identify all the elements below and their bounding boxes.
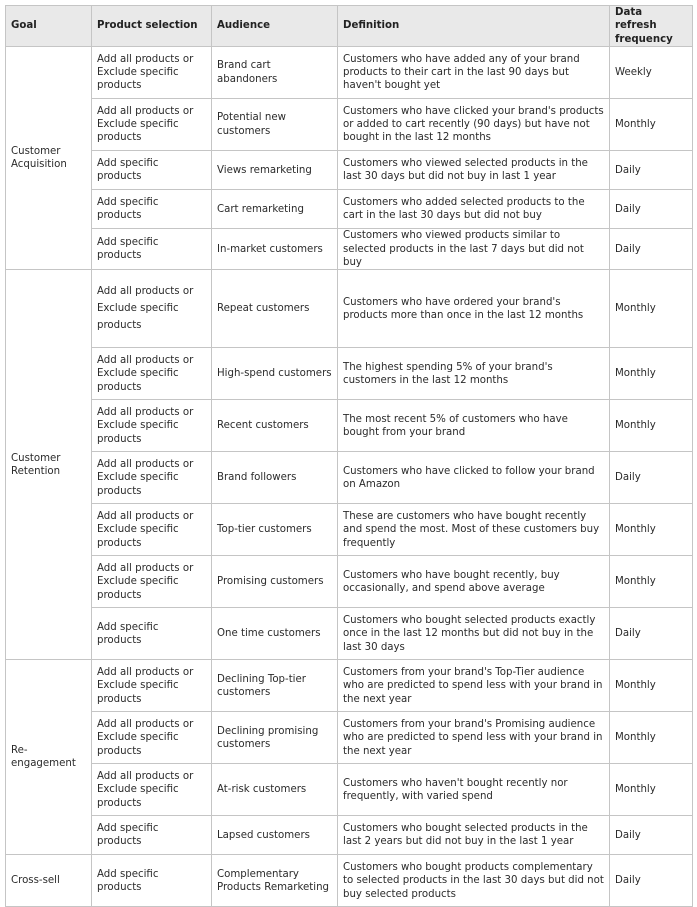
refresh-frequency-cell: Daily	[610, 855, 693, 907]
audience-cell: Promising customers	[212, 556, 338, 608]
refresh-frequency-cell: Daily	[610, 608, 693, 660]
product-selection-cell: Add all products or Exclude specific products	[92, 504, 212, 556]
refresh-frequency-cell: Monthly	[610, 99, 693, 151]
product-selection-cell: Add all products or Exclude specific products	[92, 660, 212, 712]
table-row	[6, 556, 693, 608]
refresh-frequency-cell: Monthly	[610, 764, 693, 816]
goal-cell: Cross-sell	[6, 855, 92, 907]
audience-cell: Views remarketing	[212, 151, 338, 190]
audience-cell: Complementary Products Remarketing	[212, 855, 338, 907]
definition-cell: These are customers who have bought recently and spend the most. Most of these customers buy frequently	[338, 504, 610, 556]
definition-cell: Customers from your brand's Promising audience who are predicted to spend less with your brand in the next year	[338, 712, 610, 764]
product-selection-cell: Add all products or Exclude specific products	[92, 764, 212, 816]
refresh-frequency-cell: Monthly	[610, 556, 693, 608]
definition-cell: The most recent 5% of customers who have bought from your brand	[338, 400, 610, 452]
audience-cell: Declining Top-tier customers	[212, 660, 338, 712]
definition-cell: Customers who have added any of your brand products to their cart in the last 90 days but haven't bought yet	[338, 47, 610, 99]
table-row	[6, 608, 693, 660]
refresh-frequency-cell: Daily	[610, 816, 693, 855]
refresh-frequency-cell: Daily	[610, 190, 693, 229]
audience-cell: Brand cart abandoners	[212, 47, 338, 99]
header-audience: Audience	[212, 6, 338, 47]
definition-cell: Customers who have ordered your brand's products more than once in the last 12 months	[338, 270, 610, 348]
header-row	[6, 6, 693, 47]
refresh-frequency-cell: Daily	[610, 151, 693, 190]
audience-cell: At-risk customers	[212, 764, 338, 816]
refresh-frequency-cell: Monthly	[610, 504, 693, 556]
table-row	[6, 816, 693, 855]
audience-cell: Lapsed customers	[212, 816, 338, 855]
definition-cell: The highest spending 5% of your brand's customers in the last 12 months	[338, 348, 610, 400]
definition-cell: Customers who haven't bought recently nor frequently, with varied spend	[338, 764, 610, 816]
product-selection-cell: Add all products or Exclude specific products	[92, 712, 212, 764]
definition-cell: Customers who viewed selected products in the last 30 days but did not buy in last 1 year	[338, 151, 610, 190]
refresh-frequency-cell: Monthly	[610, 270, 693, 348]
definition-cell: Customers who have clicked to follow your brand on Amazon	[338, 452, 610, 504]
definition-cell: Customers who have bought recently, buy occasionally, and spend above average	[338, 556, 610, 608]
product-selection-cell: Add all products or Exclude specific products	[92, 99, 212, 151]
product-selection-cell: Add all products or Exclude specific products	[92, 452, 212, 504]
refresh-frequency-cell: Daily	[610, 452, 693, 504]
table-row	[6, 712, 693, 764]
header-definition: Definition	[338, 6, 610, 47]
refresh-frequency-cell: Monthly	[610, 348, 693, 400]
definition-cell: Customers who have clicked your brand's products or added to cart recently (90 days) but have not bought in the last 12 months	[338, 99, 610, 151]
product-selection-cell: Add specific products	[92, 855, 212, 907]
table-row	[6, 660, 693, 712]
definition-cell: Customers from your brand's Top-Tier audience who are predicted to spend less with your brand in the next year	[338, 660, 610, 712]
audience-cell: Cart remarketing	[212, 190, 338, 229]
header-goal: Goal	[6, 6, 92, 47]
definition-cell: Customers who viewed products similar to selected products in the last 7 days but did not buy	[338, 229, 610, 270]
audience-cell: Potential new customers	[212, 99, 338, 151]
table-row	[6, 348, 693, 400]
audience-table	[5, 5, 693, 907]
product-selection-cell: Add specific products	[92, 190, 212, 229]
product-selection-cell: Add specific products	[92, 151, 212, 190]
table-row	[6, 99, 693, 151]
definition-cell: Customers who bought selected products in the last 2 years but did not buy in the last 1 year	[338, 816, 610, 855]
refresh-frequency-cell: Monthly	[610, 712, 693, 764]
table-row	[6, 764, 693, 816]
table-row	[6, 270, 693, 348]
definition-cell: Customers who bought products complementary to selected products in the last 30 days but did not buy selected products	[338, 855, 610, 907]
product-selection-cell: Add specific products	[92, 229, 212, 270]
audience-cell: Recent customers	[212, 400, 338, 452]
product-selection-cell: Add specific products	[92, 816, 212, 855]
table-row	[6, 400, 693, 452]
audience-cell: Brand followers	[212, 452, 338, 504]
table-row	[6, 504, 693, 556]
header-product-selection: Product selection	[92, 6, 212, 47]
product-selection-cell: Add all products or Exclude specific products	[92, 556, 212, 608]
refresh-frequency-cell: Monthly	[610, 400, 693, 452]
refresh-frequency-cell: Monthly	[610, 660, 693, 712]
definition-cell: Customers who added selected products to the cart in the last 30 days but did not buy	[338, 190, 610, 229]
audience-cell: Top-tier customers	[212, 504, 338, 556]
table-row	[6, 151, 693, 190]
audience-cell: High-spend customers	[212, 348, 338, 400]
product-selection-cell: Add specific products	[92, 608, 212, 660]
audience-cell: Declining promising customers	[212, 712, 338, 764]
table-row	[6, 229, 693, 270]
product-selection-cell: Add all products or Exclude specific products	[92, 400, 212, 452]
goal-cell: Customer Acquisition	[6, 47, 92, 270]
goal-cell: Customer Retention	[6, 270, 92, 660]
product-selection-cell: Add all products or Exclude specific products	[92, 348, 212, 400]
audience-cell: Repeat customers	[212, 270, 338, 348]
refresh-frequency-cell: Weekly	[610, 47, 693, 99]
goal-cell: Re-engagement	[6, 660, 92, 855]
table-row	[6, 190, 693, 229]
product-selection-cell: Add all products or Exclude specific products	[92, 270, 212, 348]
table-row	[6, 47, 693, 99]
audience-cell: In-market customers	[212, 229, 338, 270]
header-refresh-frequency: Data refresh frequency	[610, 6, 693, 47]
product-selection-cell: Add all products or Exclude specific products	[92, 47, 212, 99]
table-row	[6, 855, 693, 907]
audience-cell: One time customers	[212, 608, 338, 660]
definition-cell: Customers who bought selected products exactly once in the last 12 months but did not buy in the last 30 days	[338, 608, 610, 660]
table-body	[6, 47, 693, 907]
refresh-frequency-cell: Daily	[610, 229, 693, 270]
table-row	[6, 452, 693, 504]
